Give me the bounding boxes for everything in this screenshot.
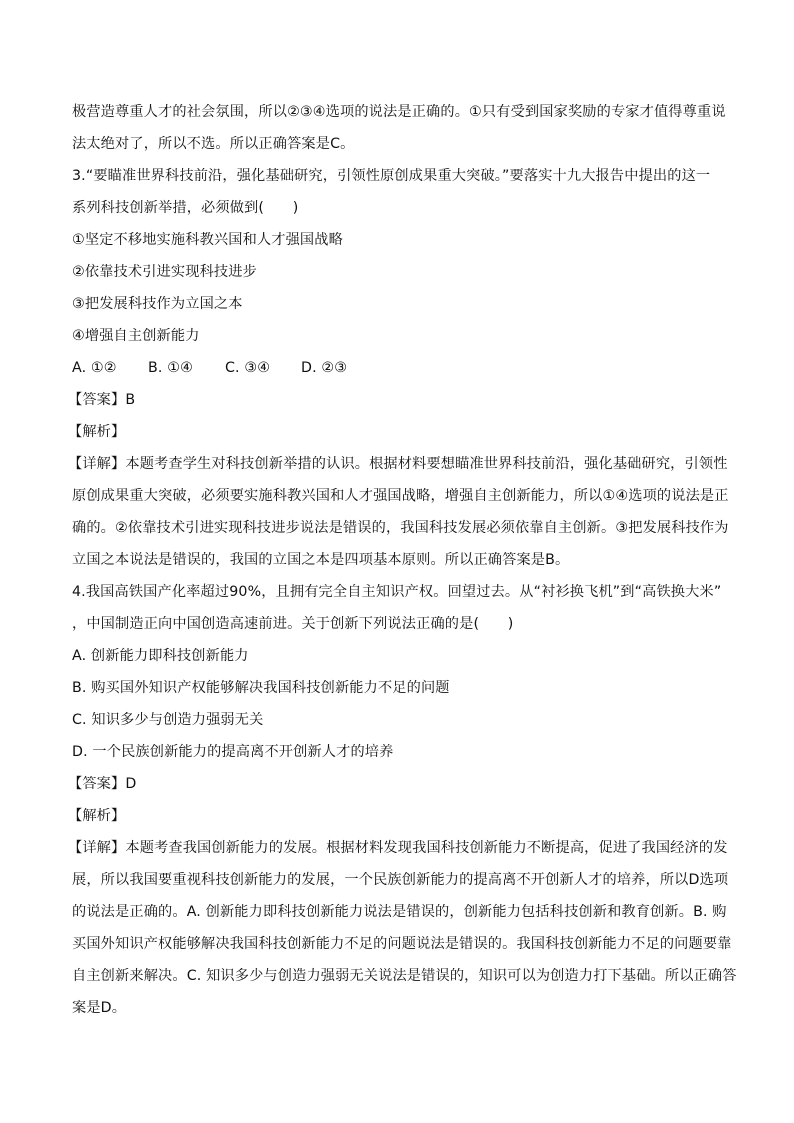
analysis-line: 的说法是正确的。A. 创新能力即科技创新能力说法是错误的，创新能力包括科技创新和教育创新。B. 购 — [72, 904, 727, 920]
analysis-line: 确的。②依靠技术引进实现科技进步说法是错误的，我国科技发展必须依靠自主创新。③把发展科技作为 — [72, 520, 729, 536]
option-d: D. ②③ — [301, 360, 348, 376]
answer-label: 【答案】D — [68, 776, 137, 792]
question-3-item: ③把发展科技作为立国之本 — [72, 296, 243, 312]
continuation-line: 极营造尊重人才的社会氛围，所以②③④选项的说法是正确的。①只有受到国家奖励的专家才值得尊重说 — [72, 104, 726, 120]
option-d: D. 一个民族创新能力的提高离不开创新人才的培养 — [72, 744, 394, 760]
question-3-stem: 系列科技创新举措，必须做到( ) — [72, 200, 299, 216]
option-c: C. 知识多少与创造力强弱无关 — [72, 712, 264, 728]
option-b: B. 购买国外知识产权能够解决我国科技创新能力不足的问题 — [72, 680, 450, 696]
answer-label: 【答案】B — [68, 392, 136, 408]
analysis-line: 【详解】本题考查我国创新能力的发展。根据材料发现我国科技创新能力不断提高，促进了我国经济的发 — [68, 840, 728, 856]
analysis-line: 立国之本说法是错误的，我国的立国之本是四项基本原则。所以正确答案是B。 — [72, 552, 570, 568]
analysis-label: 【解析】 — [68, 808, 126, 824]
question-3-item: ④增强自主创新能力 — [72, 328, 200, 344]
question-3-item: ①坚定不移地实施科教兴国和人才强国战略 — [72, 232, 343, 248]
analysis-line: 展，所以我国要重视科技创新能力的发展，一个民族创新能力的提高离不开创新人才的培养，所以D选项 — [72, 872, 729, 888]
analysis-line: 【详解】本题考查学生对科技创新举措的认识。根据材料要想瞄准世界科技前沿，强化基础研究，引领性 — [68, 456, 728, 472]
question-3-stem: 3.“要瞄准世界科技前沿，强化基础研究，引领性原创成果重大突破。”要落实十九大报告中提出的这一 — [72, 168, 711, 184]
question-3-options — [72, 352, 722, 384]
option-c: C. ③④ — [225, 360, 271, 376]
option-b: B. ①④ — [148, 360, 193, 376]
analysis-line: 买国外知识产权能够解决我国科技创新能力不足的问题说法是错误的。我国科技创新能力不足的问题要靠 — [72, 936, 732, 952]
question-4-stem: 4.我国高铁国产化率超过90%，且拥有完全自主知识产权。回望过去。从“衬衫换飞机”到“高铁换大米” — [72, 584, 722, 600]
continuation-line: 法太绝对了，所以不选。所以正确答案是C。 — [72, 136, 355, 152]
question-4-stem: ，中国制造正向中国创造高速前进。关于创新下列说法正确的是( ) — [72, 616, 514, 632]
analysis-line: 自主创新来解决。C. 知识多少与创造力强弱无关说法是错误的，知识可以为创造力打下基础。所以正确答 — [72, 968, 737, 984]
analysis-line: 原创成果重大突破，必须要实施科教兴国和人才强国战略，增强自主创新能力，所以①④选项的说法是正 — [72, 488, 729, 504]
analysis-label: 【解析】 — [68, 424, 126, 440]
document-page — [68, 96, 737, 1024]
question-3-item: ②依靠技术引进实现科技进步 — [72, 264, 257, 280]
option-a: A. ①② — [72, 360, 117, 376]
analysis-line: 案是D。 — [72, 1000, 127, 1016]
option-a: A. 创新能力即科技创新能力 — [72, 648, 249, 664]
